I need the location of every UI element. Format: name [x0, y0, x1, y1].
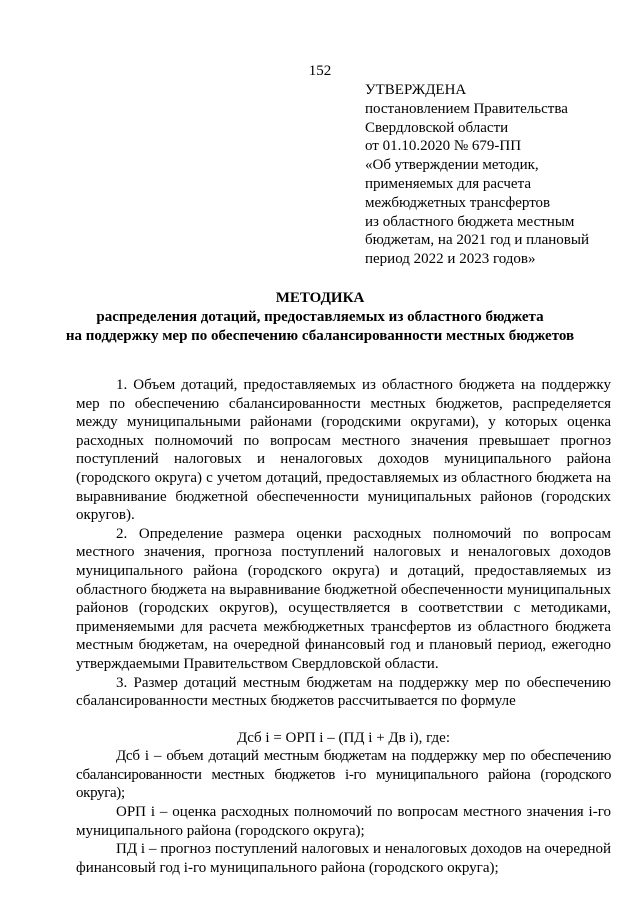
paragraph-2: 2. Определение размера оценки расходных полномочий по вопросам местного значения, прогноза поступлений налоговых и неналоговых доходов муниципального района (городского округа) и дотаций, предоставляемых из областного бюджета на выравнивание бюджетной обеспеченности муниципальных районов (городских округов), осуществляется в соответствии с методиками, применяемыми для расчета межбюджетных трансфертов из областного бюджета местным бюджетам, на очередной финансовый год и плановый период, ежегодно утверждаемыми Правительством Свердловской области. — [76, 525, 611, 672]
definition-orp: ОРП i – оценка расходных полномочий по вопросам местного значения i-го муниципального района (городского округа); — [76, 804, 611, 839]
document-title — [0, 289, 640, 346]
title-line-2: на поддержку мер по обеспечению сбалансированности местных бюджетов — [65, 328, 575, 344]
approval-line: бюджетам, на 2021 год и плановый — [365, 232, 589, 249]
approval-line: межбюджетных трансфертов — [365, 194, 551, 211]
approval-stamp — [365, 81, 615, 269]
approval-line: из областного бюджета местным — [365, 213, 575, 230]
approval-line: Свердловской области — [365, 119, 509, 136]
approval-line: от 01.10.2020 № 679-ПП — [365, 138, 522, 155]
approval-line: период 2022 и 2023 годов» — [365, 251, 536, 268]
page-number: 152 — [308, 63, 332, 79]
formula: Дсб i = ОРП i – (ПД i + Дв i), где: — [236, 729, 451, 746]
title-main: МЕТОДИКА — [275, 290, 365, 306]
title-line-1: распределения дотаций, предоставляемых из областного бюджета — [96, 309, 544, 325]
paragraph-3: 3. Размер дотаций местным бюджетам на поддержку мер по обеспечению сбалансированности местных бюджетов рассчитывается по формуле — [76, 674, 611, 710]
document-body — [76, 376, 611, 877]
definition-dsb: Дсб i – объем дотаций местным бюджетам на поддержку мер по обеспечению сбалансированности местных бюджетов i-го муниципального района (городского округа); — [76, 748, 611, 802]
approval-heading: УТВЕРЖДЕНА — [365, 82, 467, 98]
approval-line: «Об утверждении методик, — [365, 157, 539, 174]
approval-line: постановлением Правительства — [365, 100, 568, 117]
paragraph-1: 1. Объем дотаций, предоставляемых из областного бюджета на поддержку мер по обеспечению сбалансированности местных бюджетов, распределяется между муниципальными районами (городскими округами), у которых оценка расходных полномочий по вопросам местного значения превышает прогноз поступлений налоговых и неналоговых доходов муниципального района (городского округа) с учетом дотаций, предоставляемых из областного бюджета на выравнивание бюджетной обеспеченности муниципальных районов (городских округов). — [76, 377, 611, 524]
approval-line: применяемых для расчета — [365, 175, 531, 192]
definition-pd: ПД i – прогноз поступлений налоговых и неналоговых доходов на очередной финансовый год i-го муниципального района (городского округа); — [76, 841, 611, 876]
